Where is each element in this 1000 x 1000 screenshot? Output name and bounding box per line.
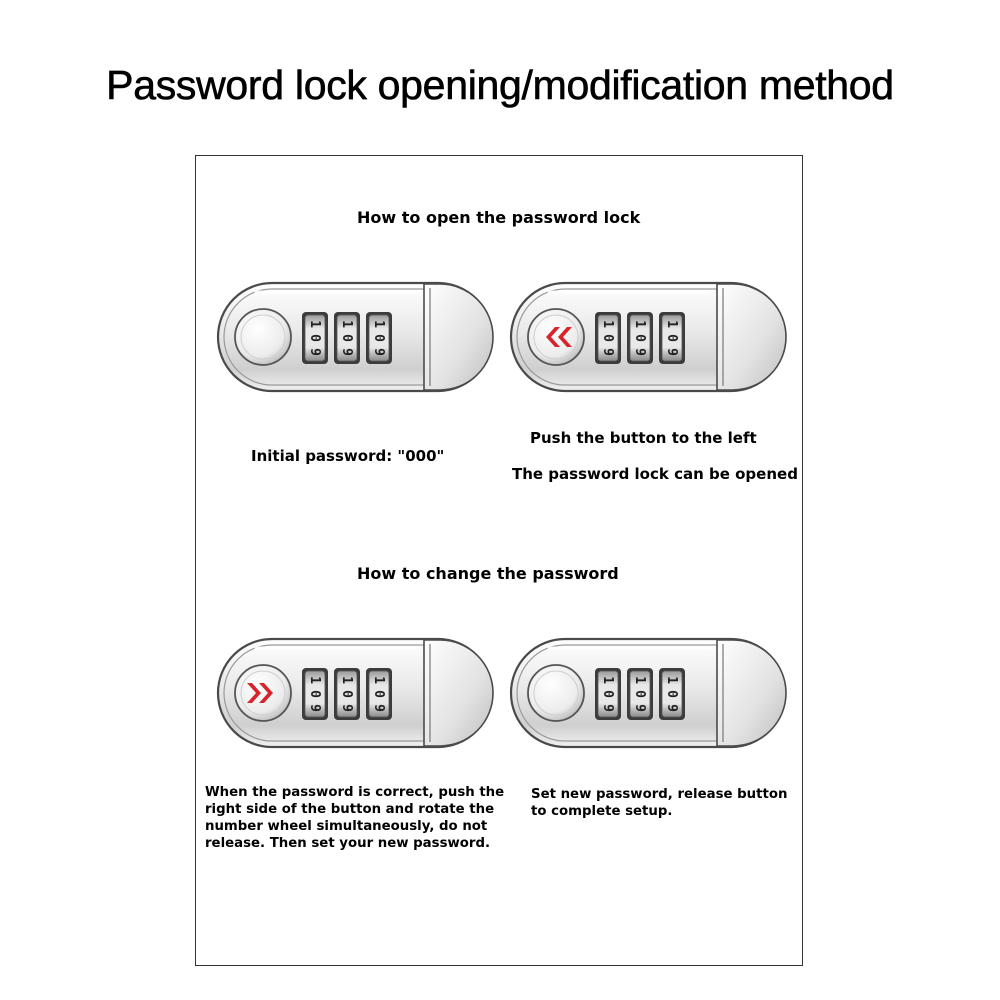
wheel-digit-current: 0 <box>664 690 679 698</box>
lock-opened-caption: The password lock can be opened <box>512 465 798 483</box>
lock-push-left <box>509 280 787 394</box>
wheel-digit: 1 <box>600 320 615 328</box>
digit-wheel <box>366 668 392 720</box>
wheel-digit: 1 <box>600 676 615 684</box>
change-instructions-text: When the password is correct, push the right side of the button and rotate the number wheel simultaneously, do not release. Then set your new password. <box>205 785 505 851</box>
initial-password-caption: Initial password: "000" <box>251 447 445 465</box>
digit-wheel <box>595 668 621 720</box>
page-title: Password lock opening/modification method <box>106 62 894 108</box>
wheel-digit-current: 0 <box>371 334 386 342</box>
digit-wheel <box>659 668 685 720</box>
wheel-digit: 9 <box>371 704 386 712</box>
lock-end-cap <box>717 640 786 746</box>
wheel-digit: 9 <box>664 348 679 356</box>
digit-wheel <box>659 312 685 364</box>
wheel-digit: 9 <box>632 704 647 712</box>
wheel-digit-current: 0 <box>632 334 647 342</box>
wheel-digit-current: 0 <box>600 690 615 698</box>
wheel-digit: 1 <box>339 320 354 328</box>
wheel-digit: 9 <box>600 704 615 712</box>
digit-wheel <box>302 312 328 364</box>
digit-wheel <box>627 312 653 364</box>
wheel-digit: 1 <box>307 676 322 684</box>
wheel-digit: 1 <box>371 676 386 684</box>
lock-end-cap <box>424 284 493 390</box>
digit-wheel <box>334 668 360 720</box>
push-button <box>235 665 291 721</box>
wheel-digit: 9 <box>307 348 322 356</box>
wheel-digit: 1 <box>632 676 647 684</box>
wheel-digit-current: 0 <box>664 334 679 342</box>
lock-end-cap <box>424 640 493 746</box>
push-button <box>235 309 291 365</box>
push-left-caption: Push the button to the left <box>530 429 757 447</box>
wheel-digit: 9 <box>307 704 322 712</box>
lock-push-right <box>216 636 494 750</box>
digit-wheel <box>366 312 392 364</box>
wheel-digit-current: 0 <box>632 690 647 698</box>
wheel-digit: 1 <box>371 320 386 328</box>
wheel-digit: 9 <box>632 348 647 356</box>
wheel-digit-current: 0 <box>307 334 322 342</box>
lock-initial <box>216 280 494 394</box>
set-new-password-text: Set new password, release button to complete setup. <box>531 787 788 819</box>
digit-wheel <box>627 668 653 720</box>
wheel-digit-current: 0 <box>339 690 354 698</box>
wheel-digit: 9 <box>600 348 615 356</box>
open-section-heading: How to open the password lock <box>357 208 641 227</box>
push-button <box>528 309 584 365</box>
wheel-digit-current: 0 <box>371 690 386 698</box>
change-section-heading: How to change the password <box>357 564 619 583</box>
digit-wheel <box>302 668 328 720</box>
digit-wheel <box>595 312 621 364</box>
wheel-digit-current: 0 <box>600 334 615 342</box>
wheel-digit: 9 <box>339 704 354 712</box>
lock-end-cap <box>717 284 786 390</box>
push-button <box>528 665 584 721</box>
digit-wheel <box>334 312 360 364</box>
wheel-digit: 1 <box>339 676 354 684</box>
wheel-digit: 1 <box>664 320 679 328</box>
wheel-digit: 1 <box>632 320 647 328</box>
wheel-digit: 1 <box>307 320 322 328</box>
wheel-digit-current: 0 <box>307 690 322 698</box>
wheel-digit: 9 <box>371 348 386 356</box>
wheel-digit-current: 0 <box>339 334 354 342</box>
lock-set-new <box>509 636 787 750</box>
wheel-digit: 9 <box>664 704 679 712</box>
wheel-digit: 1 <box>664 676 679 684</box>
wheel-digit: 9 <box>339 348 354 356</box>
